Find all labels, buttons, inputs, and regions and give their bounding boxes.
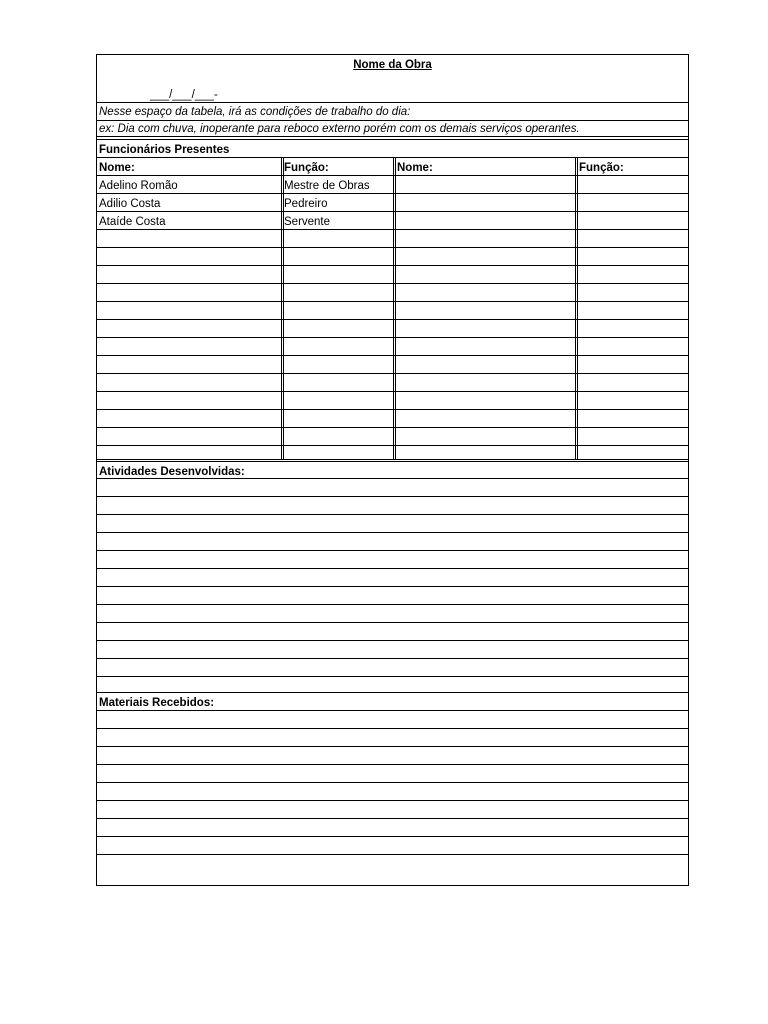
row-line bbox=[97, 175, 688, 176]
divider bbox=[97, 139, 688, 140]
row-line bbox=[97, 337, 688, 338]
conditions-label: Nesse espaço da tabela, irá as condições de trabalho do dia: bbox=[99, 106, 411, 118]
conditions-example: ex: Dia com chuva, inoperante para reboco externo porém com os demais serviços operantes. bbox=[99, 123, 580, 135]
employee-name: Ataíde Costa bbox=[99, 216, 166, 228]
row-line bbox=[97, 818, 688, 819]
employee-name: Adelino Romão bbox=[99, 180, 178, 192]
header-funcao-2: Função: bbox=[579, 162, 624, 174]
divider bbox=[97, 102, 688, 103]
row-line bbox=[97, 532, 688, 533]
row-line bbox=[97, 391, 688, 392]
section-title-funcionarios: Funcionários Presentes bbox=[99, 144, 230, 156]
row-line bbox=[97, 568, 688, 569]
row-line bbox=[97, 782, 688, 783]
section-title-atividades: Atividades Desenvolvidas: bbox=[99, 466, 245, 478]
project-title: Nome da Obra bbox=[353, 59, 432, 71]
row-line bbox=[97, 622, 688, 623]
row-line bbox=[97, 728, 688, 729]
column-divider bbox=[281, 157, 282, 459]
column-divider bbox=[395, 157, 396, 459]
row-line bbox=[97, 550, 688, 551]
column-divider bbox=[283, 157, 284, 459]
row-line bbox=[97, 461, 688, 462]
employee-role: Mestre de Obras bbox=[284, 180, 370, 192]
row-line bbox=[97, 283, 688, 284]
row-line bbox=[97, 319, 688, 320]
row-line bbox=[97, 836, 688, 837]
row-line bbox=[97, 764, 688, 765]
row-line bbox=[97, 586, 688, 587]
header-nome-1: Nome: bbox=[99, 162, 135, 174]
row-line bbox=[97, 800, 688, 801]
row-line bbox=[97, 676, 688, 677]
row-line bbox=[97, 409, 688, 410]
employee-role: Pedreiro bbox=[284, 198, 328, 210]
section-title-materiais: Materiais Recebidos: bbox=[99, 697, 215, 709]
row-line bbox=[97, 427, 688, 428]
daily-report-sheet bbox=[96, 54, 689, 886]
row-line bbox=[97, 658, 688, 659]
row-line bbox=[97, 604, 688, 605]
row-line bbox=[97, 746, 688, 747]
row-line bbox=[97, 229, 688, 230]
row-line bbox=[97, 496, 688, 497]
row-line bbox=[97, 211, 688, 212]
row-line bbox=[97, 373, 688, 374]
date-field[interactable]: ___/___/___- bbox=[150, 89, 218, 101]
header-nome-2: Nome: bbox=[397, 162, 433, 174]
row-line bbox=[97, 710, 688, 711]
row-line bbox=[97, 445, 688, 446]
row-line bbox=[97, 640, 688, 641]
row-line bbox=[97, 265, 688, 266]
row-line bbox=[97, 854, 688, 855]
employee-name: Adilio Costa bbox=[99, 198, 161, 210]
divider bbox=[97, 136, 688, 137]
row-line bbox=[97, 355, 688, 356]
row-line bbox=[97, 247, 688, 248]
row-line bbox=[97, 459, 688, 460]
column-divider bbox=[577, 157, 578, 459]
column-divider bbox=[393, 157, 394, 459]
column-divider bbox=[575, 157, 576, 459]
employee-role: Servente bbox=[284, 216, 331, 228]
header-funcao-1: Função: bbox=[284, 162, 329, 174]
divider bbox=[97, 120, 688, 121]
row-line bbox=[97, 301, 688, 302]
row-line bbox=[97, 514, 688, 515]
row-line bbox=[97, 692, 688, 693]
row-line bbox=[97, 193, 688, 194]
